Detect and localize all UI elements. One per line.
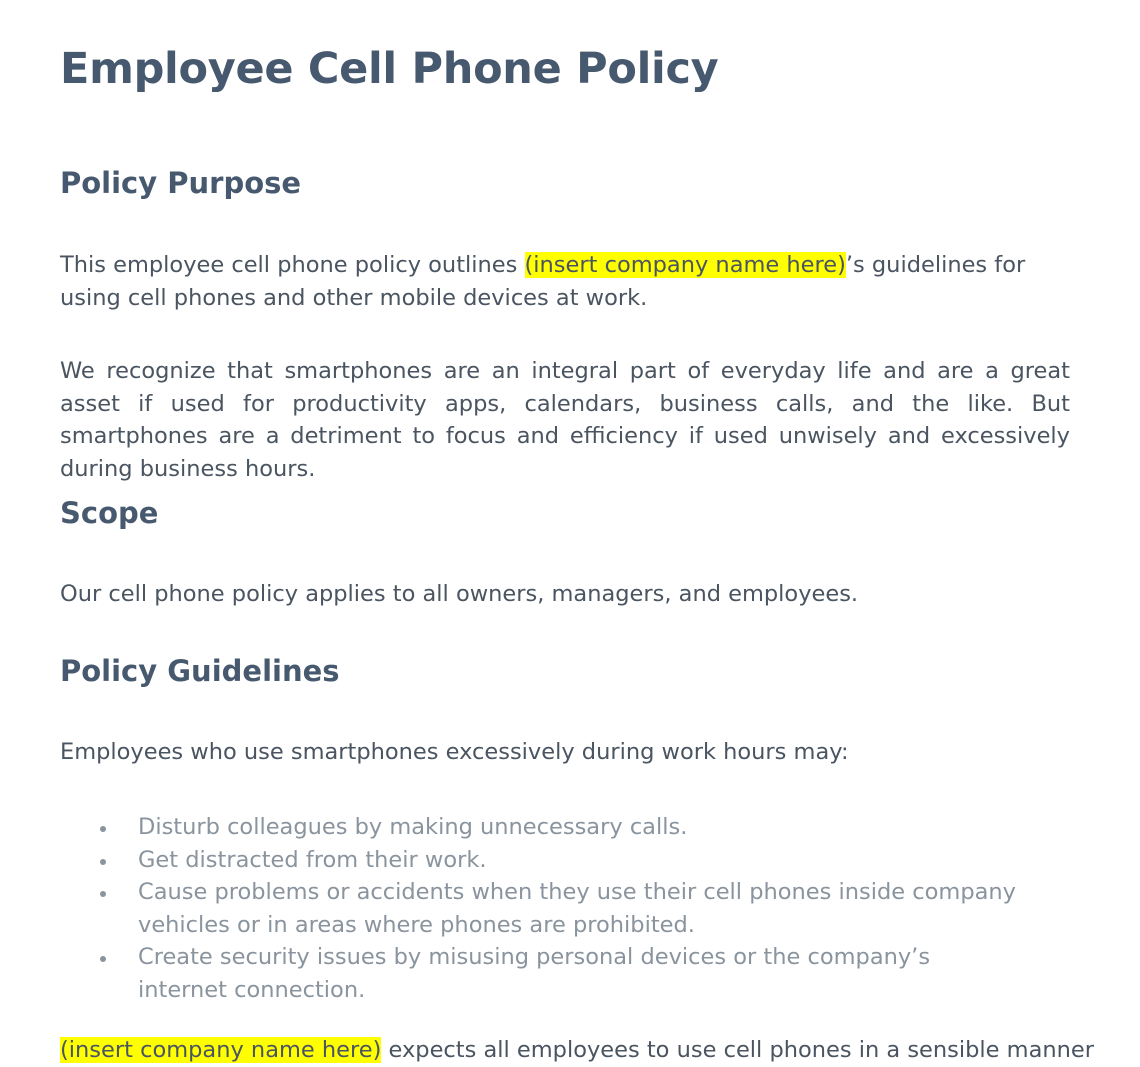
company-name-placeholder: (insert company name here)	[524, 252, 846, 278]
bullet-dot-icon	[100, 859, 106, 865]
expects-text: expects all employees to use cell phones in a sensible manner	[381, 1037, 1094, 1063]
list-item	[60, 811, 1020, 844]
section-heading-policy-guidelines: Policy Guidelines	[60, 654, 340, 688]
section-heading-scope: Scope	[60, 496, 159, 530]
guidelines-expects-paragraph	[60, 1034, 1094, 1067]
section-heading-policy-purpose: Policy Purpose	[60, 166, 302, 200]
document-title: Employee Cell Phone Policy	[60, 44, 719, 94]
purpose-intro-text-start: This employee cell phone policy outlines	[60, 252, 525, 278]
guidelines-bullet-list	[60, 811, 1020, 1006]
list-item-text: Cause problems or accidents when they use their cell phones inside company vehicles or in areas where phones are prohibited.	[138, 879, 1016, 938]
company-name-placeholder: (insert company name here)	[60, 1037, 382, 1063]
bullet-dot-icon	[100, 956, 106, 962]
list-item	[60, 876, 1020, 941]
scope-paragraph: Our cell phone policy applies to all owners, managers, and employees.	[60, 581, 859, 607]
purpose-intro-paragraph	[60, 249, 1070, 314]
purpose-recognize-paragraph: We recognize that smartphones are an integral part of everyday life and are a great asset if used for productivity apps, calendars, business calls, and the like. But smartphones are a detriment to focus and efficiency if used unwisely and excessively during business hours.	[60, 358, 1070, 482]
purpose-intro-text-end: ’s guidelines for using cell phones and other mobile devices at work.	[60, 252, 1026, 311]
bullet-dot-icon	[100, 826, 106, 832]
list-item-text: Disturb colleagues by making unnecessary calls.	[138, 814, 688, 840]
bullet-dot-icon	[100, 891, 106, 897]
list-item-text: Get distracted from their work.	[138, 846, 487, 873]
guidelines-intro-paragraph: Employees who use smartphones excessively during work hours may:	[60, 739, 849, 765]
list-item	[60, 941, 1020, 1006]
list-item-text: Create security issues by misusing personal devices or the company’s internet connection.	[138, 944, 931, 1003]
list-item	[60, 844, 1020, 877]
